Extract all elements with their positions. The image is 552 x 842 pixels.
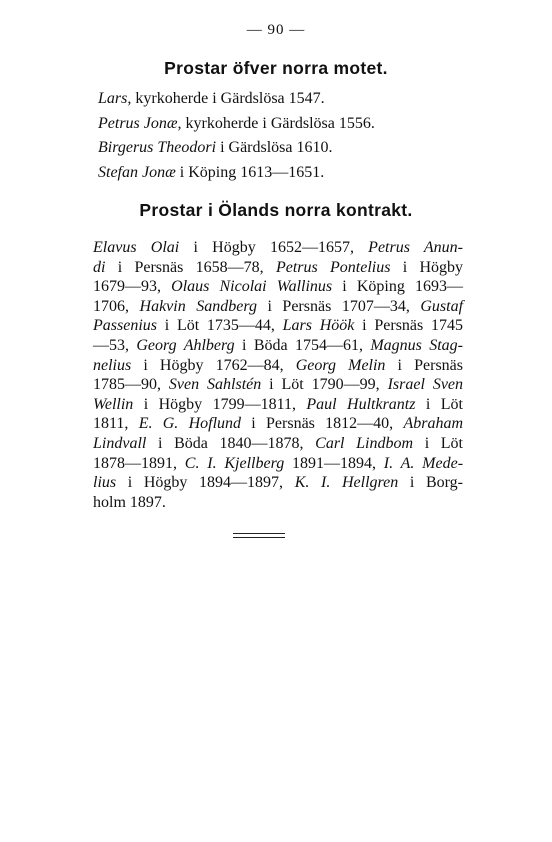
text-run: i Löt 1790—99,	[261, 376, 388, 394]
paragraph-line	[93, 414, 463, 434]
person-name: Abraham	[403, 415, 464, 433]
paragraph-line	[93, 336, 463, 356]
text-run: 1706,	[93, 297, 140, 315]
paragraph-line	[93, 434, 463, 454]
divider-rule	[233, 537, 285, 538]
person-name: I. A. Mede-	[383, 454, 464, 472]
text-run: i Persnäs 1658—78,	[105, 258, 276, 276]
text-run: i Böda 1754—61,	[234, 336, 371, 354]
text-run: 1785—90,	[93, 376, 169, 394]
entry	[98, 112, 375, 137]
paragraph-line	[93, 238, 463, 258]
person-name: Georg Ahlberg	[136, 336, 235, 354]
text-run: i Persnäs 1745	[354, 317, 463, 335]
entry-text: i Köping 1613—1651.	[175, 163, 325, 181]
text-run: i Persnäs 1812—40,	[241, 415, 404, 433]
text-run: i Löt 1735—44,	[157, 317, 283, 335]
entry-name: Birgerus Theodori	[98, 139, 217, 156]
text-run: i Högby 1894—1897,	[116, 474, 295, 492]
divider-rule	[233, 533, 285, 534]
person-name: Israel Sven	[387, 376, 464, 394]
entry-name: Stefan Jonæ	[98, 163, 176, 181]
entry-name: Petrus Jonæ,	[98, 114, 182, 132]
paragraph-line	[93, 454, 463, 474]
entry-text: kyrkoherde i Gärdslösa 1556.	[181, 114, 375, 132]
text-run: i Löt	[415, 395, 463, 413]
text-run: i Persnäs	[385, 356, 464, 374]
person-name: Gustaf	[420, 297, 464, 315]
text-run: i Borg-	[398, 474, 464, 492]
paragraph-line	[93, 493, 463, 513]
entry	[98, 161, 375, 186]
paragraph-line	[93, 297, 463, 317]
person-name: Carl Lindbom	[315, 434, 414, 452]
person-name: C. I. Kjellberg	[184, 454, 285, 472]
page-number: — 90 —	[246, 22, 306, 38]
person-name: Olaus Nicolai Wallinus	[171, 278, 333, 296]
text-run: i Högby 1799—1811,	[133, 395, 307, 413]
person-name: K. I. Hellgren	[294, 474, 399, 492]
entry	[98, 87, 375, 112]
paragraph-line	[93, 277, 463, 297]
person-name: Sven Sahlstén	[168, 376, 262, 394]
text-run: i Högby 1762—84,	[131, 356, 296, 374]
text-run: i Högby 1652—1657,	[179, 239, 369, 256]
person-name: nelius	[93, 356, 132, 374]
person-name: Wellin	[93, 395, 134, 413]
paragraph-line	[93, 258, 463, 278]
paragraph-line	[93, 395, 463, 415]
paragraph-line	[93, 375, 463, 395]
person-name: Elavus Olai	[93, 239, 180, 256]
paragraph-line	[93, 356, 463, 376]
person-name: Lars Höök	[282, 317, 355, 335]
person-name: Georg Melin	[295, 356, 386, 374]
paragraph-line	[93, 473, 463, 493]
person-name: Lindvall	[93, 434, 147, 452]
entry-text: i Gärdslösa 1610.	[216, 139, 333, 156]
entry-name: Lars,	[98, 90, 132, 107]
text-run: holm 1897.	[93, 493, 166, 511]
text-run: 1679—93,	[93, 278, 172, 296]
person-name: di	[93, 258, 106, 276]
person-name: Petrus Anun-	[368, 239, 463, 256]
text-run: 1811,	[93, 415, 139, 433]
entry	[98, 136, 375, 161]
text-run: i Löt	[413, 434, 464, 452]
text-run: i Högby	[390, 258, 464, 276]
person-name: E. G. Hoflund	[138, 415, 242, 433]
entry-list	[98, 87, 375, 185]
person-name: Paul Hultkrantz	[306, 395, 416, 413]
text-run: 1878—1891,	[93, 454, 185, 472]
text-run: —53,	[93, 336, 137, 354]
person-name: Petrus Pontelius	[275, 258, 391, 276]
person-name: Passenius	[93, 317, 157, 335]
person-name: lius	[93, 474, 117, 492]
paragraph-line	[93, 316, 463, 336]
text-run: i Persnäs 1707—34,	[256, 297, 421, 315]
paragraph	[93, 238, 463, 512]
text-run: 1891—1894,	[284, 454, 384, 472]
section-heading-olands-norra-kontrakt: Prostar i Ölands norra kontrakt.	[139, 200, 413, 220]
person-name: Magnus Stag-	[370, 336, 464, 354]
entry-text: kyrkoherde i Gärdslösa 1547.	[131, 90, 325, 107]
person-name: Hakvin Sandberg	[139, 297, 257, 315]
text-run: i Köping 1693—	[332, 278, 464, 296]
text-run: i Böda 1840—1878,	[146, 434, 316, 452]
section-heading-norra-motet: Prostar öfver norra motet.	[164, 58, 388, 78]
